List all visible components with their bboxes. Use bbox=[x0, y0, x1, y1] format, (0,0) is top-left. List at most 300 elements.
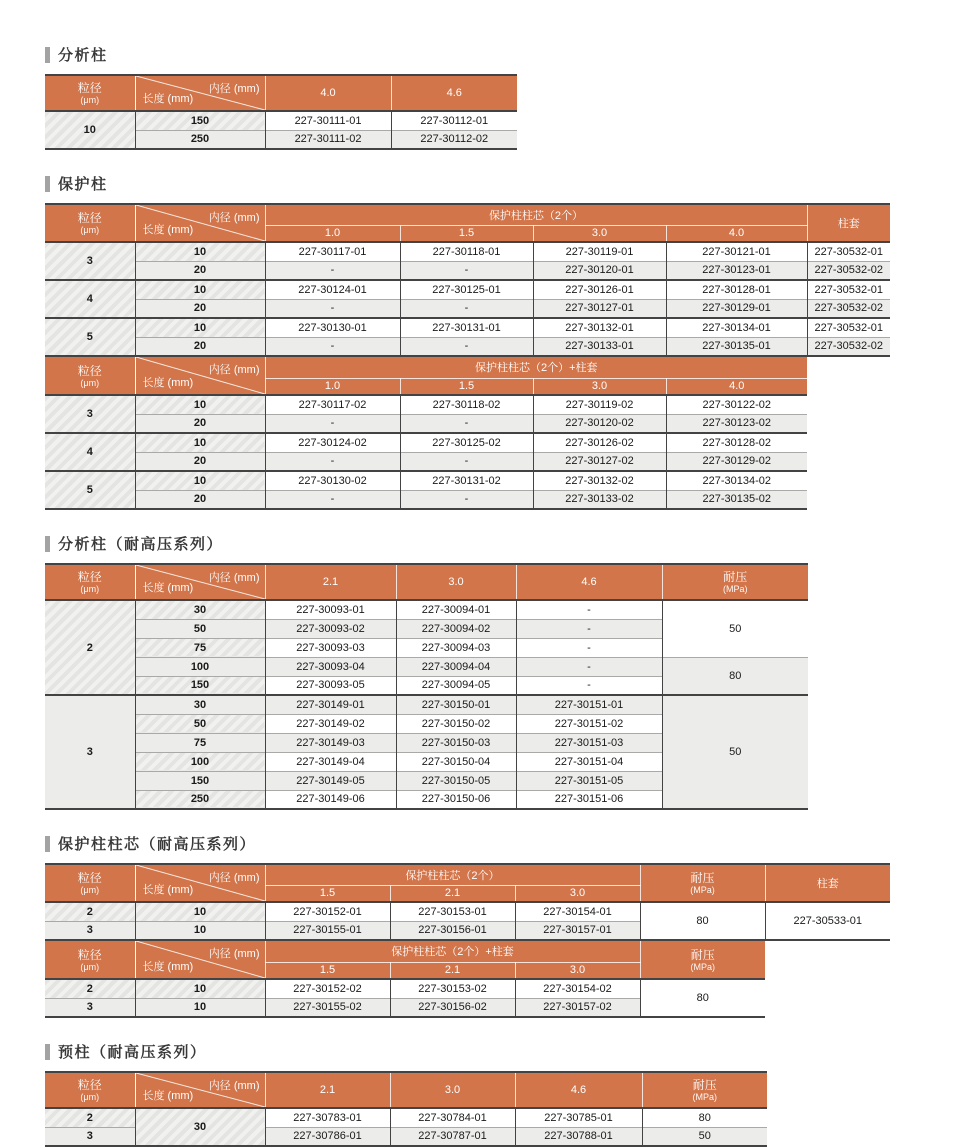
empty-cell: - bbox=[400, 299, 533, 318]
part-number-cell: 227-30093-05 bbox=[265, 676, 396, 695]
table-row bbox=[45, 979, 765, 998]
table-header bbox=[45, 75, 517, 111]
length-cell: 50 bbox=[135, 714, 265, 733]
table-row bbox=[45, 395, 807, 414]
part-number-cell: 227-30133-02 bbox=[533, 490, 666, 509]
pressure-cell: 80 bbox=[640, 979, 765, 1017]
length-label: 长度 (mm) bbox=[142, 582, 194, 594]
section-title-guard-column bbox=[45, 173, 960, 194]
id-column-header: 4.6 bbox=[515, 1072, 642, 1108]
part-number-cell: 227-30157-02 bbox=[515, 998, 640, 1017]
length-label: 长度 (mm) bbox=[142, 1090, 194, 1102]
table-body bbox=[45, 395, 807, 509]
inner-diameter-label: 内径 (mm) bbox=[208, 83, 260, 95]
table-row bbox=[45, 1108, 767, 1127]
id-column-header: 3.0 bbox=[396, 564, 516, 600]
table-header bbox=[45, 564, 808, 600]
part-number-cell: 227-30152-01 bbox=[265, 902, 390, 921]
length-cell: 20 bbox=[135, 490, 265, 509]
id-column-header: 1.5 bbox=[400, 378, 533, 395]
id-column-header: 3.0 bbox=[515, 962, 640, 979]
part-number-cell: 227-30126-02 bbox=[533, 433, 666, 452]
part-number-cell: 227-30093-04 bbox=[265, 657, 396, 676]
part-number-cell: 227-30118-02 bbox=[400, 395, 533, 414]
particle-size-cell: 2 bbox=[45, 979, 135, 998]
sleeve-cell: 227-30533-01 bbox=[765, 902, 890, 940]
part-number-cell: 227-30785-01 bbox=[515, 1108, 642, 1127]
particle-size-unit: (μm) bbox=[80, 225, 100, 235]
table-row bbox=[45, 111, 517, 130]
cartridge-group-header: 保护柱柱芯（2个） bbox=[265, 204, 807, 225]
part-number-cell: 227-30151-02 bbox=[516, 714, 662, 733]
part-number-cell: 227-30123-01 bbox=[666, 261, 807, 280]
part-number-cell: 227-30130-02 bbox=[265, 471, 400, 490]
part-number-cell: 227-30094-05 bbox=[396, 676, 516, 695]
empty-cell: - bbox=[265, 261, 400, 280]
table-row bbox=[45, 337, 890, 356]
table-row bbox=[45, 471, 807, 490]
table-header bbox=[45, 864, 890, 902]
part-number-cell: 227-30151-05 bbox=[516, 771, 662, 790]
part-number-cell: 227-30156-02 bbox=[390, 998, 515, 1017]
sleeve-cell: 227-30532-02 bbox=[807, 261, 890, 280]
part-number-cell: 227-30128-01 bbox=[666, 280, 807, 299]
table-header bbox=[45, 1072, 767, 1108]
section-precolumn-hp bbox=[45, 1041, 960, 1147]
part-number-cell: 227-30094-04 bbox=[396, 657, 516, 676]
part-number-cell: 227-30153-02 bbox=[390, 979, 515, 998]
particle-size-label: 粒径 bbox=[77, 1078, 102, 1092]
diagonal-header-cell bbox=[135, 564, 265, 600]
particle-size-label: 粒径 bbox=[77, 570, 102, 584]
part-number-cell: 227-30151-04 bbox=[516, 752, 662, 771]
part-number-cell: 227-30150-04 bbox=[396, 752, 516, 771]
diagonal-header-cell bbox=[135, 1072, 265, 1108]
part-number-cell: 227-30119-01 bbox=[533, 242, 666, 261]
pressure-cell: 80 bbox=[662, 657, 808, 695]
table-row bbox=[45, 490, 807, 509]
particle-size-cell: 2 bbox=[45, 1108, 135, 1127]
table-row bbox=[45, 902, 890, 921]
part-number-cell: 227-30128-02 bbox=[666, 433, 807, 452]
length-cell: 75 bbox=[135, 733, 265, 752]
title-bar-icon bbox=[45, 1044, 50, 1060]
table-body bbox=[45, 111, 517, 149]
particle-size-cell: 3 bbox=[45, 998, 135, 1017]
particle-size-header bbox=[45, 75, 135, 111]
part-number-cell: 227-30154-02 bbox=[515, 979, 640, 998]
inner-diameter-label: 内径 (mm) bbox=[208, 572, 260, 584]
particle-size-unit: (μm) bbox=[80, 1092, 100, 1102]
particle-size-unit: (μm) bbox=[80, 961, 100, 972]
part-number-cell: 227-30111-02 bbox=[265, 130, 391, 149]
particle-size-cell: 2 bbox=[45, 902, 135, 921]
empty-cell: - bbox=[516, 619, 662, 638]
part-number-cell: 227-30130-01 bbox=[265, 318, 400, 337]
section-title-text: 保护柱 bbox=[58, 176, 108, 193]
particle-size-cell: 3 bbox=[45, 242, 135, 280]
table-row bbox=[45, 299, 890, 318]
particle-size-cell: 10 bbox=[45, 111, 135, 149]
particle-size-unit: (μm) bbox=[80, 584, 100, 594]
part-number-cell: 227-30093-02 bbox=[265, 619, 396, 638]
part-number-cell: 227-30127-01 bbox=[533, 299, 666, 318]
id-column-header: 4.0 bbox=[666, 225, 807, 242]
length-cell: 10 bbox=[135, 471, 265, 490]
part-number-cell: 227-30125-01 bbox=[400, 280, 533, 299]
section-title-precolumn-hp bbox=[45, 1041, 960, 1062]
id-column-header: 3.0 bbox=[533, 378, 666, 395]
pressure-cell: 80 bbox=[640, 902, 765, 940]
part-number-cell: 227-30124-01 bbox=[265, 280, 400, 299]
part-number-cell: 227-30151-06 bbox=[516, 790, 662, 809]
table-row bbox=[45, 695, 808, 714]
part-number-cell: 227-30153-01 bbox=[390, 902, 515, 921]
part-number-cell: 227-30118-01 bbox=[400, 242, 533, 261]
pressure-label: 耐压 bbox=[690, 947, 715, 962]
part-number-cell: 227-30131-02 bbox=[400, 471, 533, 490]
id-column-header: 2.1 bbox=[265, 564, 396, 600]
part-number-cell: 227-30150-05 bbox=[396, 771, 516, 790]
particle-size-cell: 3 bbox=[45, 395, 135, 433]
table-row bbox=[45, 414, 807, 433]
empty-cell: - bbox=[265, 337, 400, 356]
length-cell: 10 bbox=[135, 921, 265, 940]
length-cell: 10 bbox=[135, 433, 265, 452]
part-number-cell: 227-30133-01 bbox=[533, 337, 666, 356]
title-bar-icon bbox=[45, 176, 50, 192]
guard-column-cartridge-plus-sleeve-table bbox=[45, 357, 807, 510]
title-bar-icon bbox=[45, 47, 50, 63]
part-number-cell: 227-30124-02 bbox=[265, 433, 400, 452]
inner-diameter-label: 内径 (mm) bbox=[208, 1080, 260, 1092]
particle-size-unit: (μm) bbox=[80, 377, 100, 388]
table-row bbox=[45, 280, 890, 299]
empty-cell: - bbox=[265, 490, 400, 509]
id-column-header: 2.1 bbox=[390, 962, 515, 979]
section-guard-cartridge-hp bbox=[45, 833, 960, 1018]
part-number-cell: 227-30134-02 bbox=[666, 471, 807, 490]
id-column-header: 1.0 bbox=[265, 225, 400, 242]
length-cell: 100 bbox=[135, 752, 265, 771]
id-column-header: 2.1 bbox=[390, 885, 515, 902]
particle-size-unit: (μm) bbox=[80, 885, 100, 895]
particle-size-cell: 5 bbox=[45, 471, 135, 509]
id-column-header: 1.5 bbox=[400, 225, 533, 242]
part-number-cell: 227-30135-02 bbox=[666, 490, 807, 509]
section-title-text: 分析柱（耐高压系列） bbox=[58, 536, 224, 553]
length-label: 长度 (mm) bbox=[142, 224, 194, 236]
pressure-column-header bbox=[662, 564, 808, 600]
particle-size-cell: 3 bbox=[45, 921, 135, 940]
part-number-cell: 227-30125-02 bbox=[400, 433, 533, 452]
pressure-unit: (MPa) bbox=[690, 961, 716, 972]
table-body bbox=[45, 1108, 767, 1146]
length-cell: 250 bbox=[135, 790, 265, 809]
guard-cartridge-hp-table bbox=[45, 863, 890, 941]
length-cell: 75 bbox=[135, 638, 265, 657]
precolumn-hp-table bbox=[45, 1071, 767, 1147]
part-number-cell: 227-30787-01 bbox=[390, 1127, 515, 1146]
particle-size-header bbox=[45, 1072, 135, 1108]
cartridge-sleeve-group-header: 保护柱柱芯（2个）+柱套 bbox=[265, 941, 640, 962]
id-column-header: 3.0 bbox=[390, 1072, 515, 1108]
empty-cell: - bbox=[516, 638, 662, 657]
empty-cell: - bbox=[400, 261, 533, 280]
part-number-cell: 227-30094-02 bbox=[396, 619, 516, 638]
length-cell: 50 bbox=[135, 619, 265, 638]
particle-size-cell: 2 bbox=[45, 600, 135, 695]
table-body bbox=[45, 600, 808, 809]
particle-size-cell: 5 bbox=[45, 318, 135, 356]
length-label: 长度 (mm) bbox=[142, 93, 194, 105]
particle-size-label: 粒径 bbox=[77, 81, 102, 95]
empty-cell: - bbox=[516, 676, 662, 695]
table-body bbox=[45, 242, 890, 356]
sleeve-column-header: 柱套 bbox=[807, 204, 890, 242]
length-cell: 10 bbox=[135, 242, 265, 261]
part-number-cell: 227-30122-02 bbox=[666, 395, 807, 414]
title-bar-icon bbox=[45, 836, 50, 852]
length-label: 长度 (mm) bbox=[142, 377, 194, 389]
table-header bbox=[45, 357, 807, 395]
empty-cell: - bbox=[265, 452, 400, 471]
part-number-cell: 227-30155-02 bbox=[265, 998, 390, 1017]
id-column-header: 3.0 bbox=[515, 885, 640, 902]
table-header bbox=[45, 941, 765, 979]
part-number-cell: 227-30150-01 bbox=[396, 695, 516, 714]
diagonal-header-cell bbox=[135, 204, 265, 242]
section-title-text: 分析柱 bbox=[58, 47, 108, 64]
part-number-cell: 227-30120-01 bbox=[533, 261, 666, 280]
part-number-cell: 227-30131-01 bbox=[400, 318, 533, 337]
sleeve-cell: 227-30532-02 bbox=[807, 299, 890, 318]
length-cell: 30 bbox=[135, 1108, 265, 1146]
part-number-cell: 227-30119-02 bbox=[533, 395, 666, 414]
sleeve-cell: 227-30532-01 bbox=[807, 280, 890, 299]
inner-diameter-label: 内径 (mm) bbox=[208, 212, 260, 224]
part-number-cell: 227-30112-01 bbox=[391, 111, 517, 130]
table-row bbox=[45, 261, 890, 280]
part-number-cell: 227-30112-02 bbox=[391, 130, 517, 149]
length-cell: 10 bbox=[135, 280, 265, 299]
pressure-column-header bbox=[640, 864, 765, 902]
part-number-cell: 227-30150-06 bbox=[396, 790, 516, 809]
part-number-cell: 227-30129-02 bbox=[666, 452, 807, 471]
part-number-cell: 227-30093-01 bbox=[265, 600, 396, 619]
sleeve-cell: 227-30532-02 bbox=[807, 337, 890, 356]
part-number-cell: 227-30156-01 bbox=[390, 921, 515, 940]
part-number-cell: 227-30151-01 bbox=[516, 695, 662, 714]
diagonal-header-cell bbox=[135, 357, 265, 395]
particle-size-unit: (μm) bbox=[80, 95, 100, 105]
particle-size-header bbox=[45, 564, 135, 600]
table-row bbox=[45, 600, 808, 619]
length-cell: 250 bbox=[135, 130, 265, 149]
pressure-cell: 50 bbox=[662, 600, 808, 657]
inner-diameter-label: 内径 (mm) bbox=[208, 948, 260, 960]
part-number-cell: 227-30149-01 bbox=[265, 695, 396, 714]
length-cell: 10 bbox=[135, 395, 265, 414]
length-cell: 20 bbox=[135, 452, 265, 471]
part-number-cell: 227-30120-02 bbox=[533, 414, 666, 433]
part-number-cell: 227-30149-04 bbox=[265, 752, 396, 771]
section-title-analytical-hp bbox=[45, 533, 960, 554]
guard-cartridge-plus-sleeve-hp-table bbox=[45, 941, 765, 1018]
pressure-label: 耐压 bbox=[692, 1078, 717, 1092]
particle-size-cell: 4 bbox=[45, 433, 135, 471]
id-column-header: 4.6 bbox=[516, 564, 662, 600]
pressure-unit: (MPa) bbox=[692, 1092, 717, 1102]
particle-size-cell: 4 bbox=[45, 280, 135, 318]
length-cell: 30 bbox=[135, 600, 265, 619]
diagonal-header-cell bbox=[135, 864, 265, 902]
section-title-guard-cartridge-hp bbox=[45, 833, 960, 854]
part-number-cell: 227-30154-01 bbox=[515, 902, 640, 921]
pressure-unit: (MPa) bbox=[690, 885, 715, 895]
part-number-cell: 227-30121-01 bbox=[666, 242, 807, 261]
guard-column-cartridge-table bbox=[45, 203, 890, 357]
section-guard-column bbox=[45, 173, 960, 510]
id-column-header: 4.0 bbox=[666, 378, 807, 395]
empty-cell: - bbox=[265, 414, 400, 433]
analytical-column-hp-table bbox=[45, 563, 808, 810]
table-row bbox=[45, 242, 890, 261]
diagonal-header-cell bbox=[135, 941, 265, 979]
length-label: 长度 (mm) bbox=[142, 961, 194, 973]
sleeve-cell: 227-30532-01 bbox=[807, 318, 890, 337]
table-body bbox=[45, 902, 890, 940]
part-number-cell: 227-30127-02 bbox=[533, 452, 666, 471]
particle-size-header bbox=[45, 357, 135, 395]
table-header bbox=[45, 204, 890, 242]
empty-cell: - bbox=[400, 414, 533, 433]
empty-cell: - bbox=[400, 452, 533, 471]
part-number-cell: 227-30111-01 bbox=[265, 111, 391, 130]
length-cell: 150 bbox=[135, 676, 265, 695]
length-cell: 20 bbox=[135, 337, 265, 356]
id-column-header: 1.5 bbox=[265, 885, 390, 902]
inner-diameter-label: 内径 (mm) bbox=[208, 364, 260, 376]
id-column-header: 1.5 bbox=[265, 962, 390, 979]
part-number-cell: 227-30151-03 bbox=[516, 733, 662, 752]
part-number-cell: 227-30126-01 bbox=[533, 280, 666, 299]
part-number-cell: 227-30149-05 bbox=[265, 771, 396, 790]
length-cell: 20 bbox=[135, 299, 265, 318]
pressure-label: 耐压 bbox=[723, 570, 748, 584]
id-column-header: 1.0 bbox=[265, 378, 400, 395]
id-column-header: 3.0 bbox=[533, 225, 666, 242]
table-body bbox=[45, 979, 765, 1017]
cartridge-sleeve-group-header: 保护柱柱芯（2个）+柱套 bbox=[265, 357, 807, 378]
part-number-cell: 227-30150-03 bbox=[396, 733, 516, 752]
part-number-cell: 227-30784-01 bbox=[390, 1108, 515, 1127]
particle-size-cell: 3 bbox=[45, 1127, 135, 1146]
section-title-analytical-column bbox=[45, 44, 960, 65]
pressure-column-header bbox=[640, 941, 765, 979]
table-row bbox=[45, 318, 890, 337]
length-cell: 10 bbox=[135, 318, 265, 337]
inner-diameter-label: 内径 (mm) bbox=[208, 872, 260, 884]
part-number-cell: 227-30788-01 bbox=[515, 1127, 642, 1146]
part-number-cell: 227-30117-01 bbox=[265, 242, 400, 261]
length-cell: 30 bbox=[135, 695, 265, 714]
part-number-cell: 227-30132-01 bbox=[533, 318, 666, 337]
part-number-cell: 227-30157-01 bbox=[515, 921, 640, 940]
table-row bbox=[45, 657, 808, 676]
pressure-unit: (MPa) bbox=[723, 584, 748, 594]
part-number-cell: 227-30135-01 bbox=[666, 337, 807, 356]
section-analytical-column bbox=[45, 44, 960, 150]
cartridge-group-header: 保护柱柱芯（2个） bbox=[265, 864, 640, 885]
pressure-column-header bbox=[642, 1072, 767, 1108]
part-number-cell: 227-30129-01 bbox=[666, 299, 807, 318]
pressure-label: 耐压 bbox=[690, 871, 715, 885]
empty-cell: - bbox=[516, 600, 662, 619]
part-number-cell: 227-30134-01 bbox=[666, 318, 807, 337]
part-number-cell: 227-30150-02 bbox=[396, 714, 516, 733]
part-number-cell: 227-30149-03 bbox=[265, 733, 396, 752]
part-number-cell: 227-30149-06 bbox=[265, 790, 396, 809]
particle-size-cell: 3 bbox=[45, 695, 135, 809]
table-row bbox=[45, 452, 807, 471]
pressure-cell: 50 bbox=[642, 1127, 767, 1146]
section-title-text: 预柱（耐高压系列） bbox=[58, 1044, 207, 1061]
diagonal-header-cell bbox=[135, 75, 265, 111]
part-number-cell: 227-30117-02 bbox=[265, 395, 400, 414]
length-label: 长度 (mm) bbox=[142, 884, 194, 896]
particle-size-header bbox=[45, 941, 135, 979]
particle-size-label: 粒径 bbox=[77, 871, 102, 885]
empty-cell: - bbox=[400, 337, 533, 356]
part-number-cell: 227-30132-02 bbox=[533, 471, 666, 490]
particle-size-header bbox=[45, 204, 135, 242]
part-number-cell: 227-30094-03 bbox=[396, 638, 516, 657]
length-cell: 10 bbox=[135, 998, 265, 1017]
part-number-cell: 227-30786-01 bbox=[265, 1127, 390, 1146]
id-column-header: 4.6 bbox=[391, 75, 517, 111]
part-number-cell: 227-30152-02 bbox=[265, 979, 390, 998]
part-number-cell: 227-30123-02 bbox=[666, 414, 807, 433]
part-number-cell: 227-30155-01 bbox=[265, 921, 390, 940]
length-cell: 10 bbox=[135, 902, 265, 921]
empty-cell: - bbox=[400, 490, 533, 509]
length-cell: 150 bbox=[135, 771, 265, 790]
particle-size-header bbox=[45, 864, 135, 902]
id-column-header: 4.0 bbox=[265, 75, 391, 111]
id-column-header: 2.1 bbox=[265, 1072, 390, 1108]
pressure-cell: 80 bbox=[642, 1108, 767, 1127]
length-cell: 150 bbox=[135, 111, 265, 130]
title-bar-icon bbox=[45, 536, 50, 552]
particle-size-label: 粒径 bbox=[77, 363, 102, 378]
part-number-cell: 227-30149-02 bbox=[265, 714, 396, 733]
section-analytical-column-hp bbox=[45, 533, 960, 810]
length-cell: 20 bbox=[135, 414, 265, 433]
length-cell: 100 bbox=[135, 657, 265, 676]
section-title-text: 保护柱柱芯（耐高压系列） bbox=[58, 836, 257, 853]
part-number-cell: 227-30783-01 bbox=[265, 1108, 390, 1127]
part-number-cell: 227-30094-01 bbox=[396, 600, 516, 619]
length-cell: 10 bbox=[135, 979, 265, 998]
pressure-cell: 50 bbox=[662, 695, 808, 809]
table-row bbox=[45, 433, 807, 452]
empty-cell: - bbox=[265, 299, 400, 318]
part-number-cell: 227-30093-03 bbox=[265, 638, 396, 657]
analytical-column-table bbox=[45, 74, 517, 150]
particle-size-label: 粒径 bbox=[77, 947, 102, 962]
empty-cell: - bbox=[516, 657, 662, 676]
